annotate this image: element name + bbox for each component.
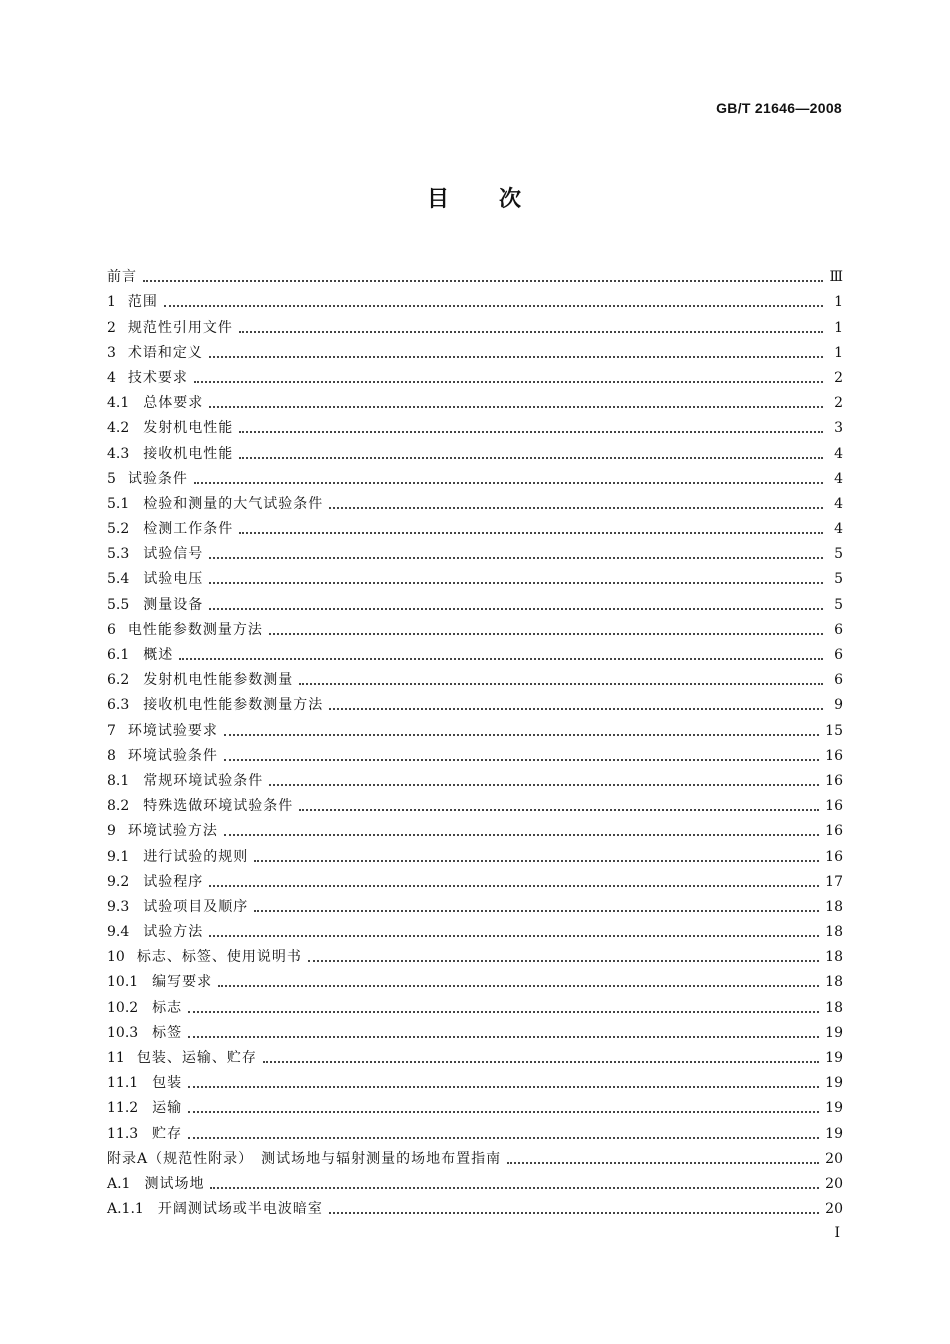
toc-entry-label: 试验电压 — [143, 571, 204, 588]
page-number: Ⅰ — [834, 1225, 840, 1241]
toc-entry-label: 常规环境试验条件 — [143, 772, 264, 789]
toc-entry-label: 发射机电性能参数测量 — [143, 672, 294, 689]
dot-leader — [218, 985, 819, 987]
toc-entry-number: 6 — [107, 621, 116, 638]
toc-entry-page: 19 — [825, 1075, 843, 1092]
toc-entry[interactable] — [107, 539, 843, 564]
toc-entry-number: 10.3 — [107, 1024, 139, 1041]
toc-entry-label: 运输 — [152, 1100, 183, 1117]
toc-entry[interactable] — [107, 589, 843, 614]
dot-leader — [224, 734, 819, 736]
toc-entry-page: 20 — [825, 1201, 843, 1218]
toc-entry-label: 试验程序 — [143, 873, 204, 890]
toc-entry-label: 试验条件 — [127, 470, 188, 487]
toc-entry[interactable] — [107, 615, 843, 640]
toc-entry-page: 9 — [834, 697, 843, 714]
dot-leader — [143, 280, 823, 282]
toc-entry[interactable] — [107, 967, 843, 992]
dot-leader — [188, 1137, 819, 1139]
toc-entry[interactable] — [107, 464, 843, 489]
toc-entry-number: 5.5 — [107, 596, 130, 613]
toc-entry-page: 5 — [834, 546, 843, 563]
toc-entry-number: 3 — [107, 344, 116, 361]
toc-entry-number: 5.4 — [107, 571, 130, 588]
toc-entry-number: 9.2 — [107, 873, 130, 890]
toc-entry-number: 5 — [107, 470, 116, 487]
toc-entry[interactable] — [107, 363, 843, 388]
dot-leader — [239, 532, 823, 534]
dot-leader — [209, 557, 823, 559]
toc-entry-number: 11.1 — [107, 1075, 139, 1092]
toc-entry-label: 术语和定义 — [127, 344, 203, 361]
toc-entry[interactable] — [107, 892, 843, 917]
dot-leader — [194, 381, 823, 383]
dot-leader — [269, 633, 823, 635]
toc-entry[interactable] — [107, 338, 843, 363]
dot-leader — [239, 457, 823, 459]
toc-entry-label: 测量设备 — [143, 596, 204, 613]
dot-leader — [239, 431, 823, 433]
toc-entry[interactable] — [107, 1043, 843, 1068]
toc-entry-page: 4 — [834, 445, 843, 462]
toc-entry[interactable] — [107, 1169, 843, 1194]
toc-entry[interactable] — [107, 1093, 843, 1118]
toc-entry-page: 2 — [834, 369, 843, 386]
dot-leader — [263, 1061, 819, 1063]
toc-entry-page: 1 — [834, 294, 843, 311]
toc-entry-label: 技术要求 — [127, 369, 188, 386]
toc-entry[interactable] — [107, 917, 843, 942]
dot-leader — [224, 834, 819, 836]
toc-entry-number: 11.2 — [107, 1100, 139, 1117]
dot-leader — [254, 910, 819, 912]
toc-entry-number: 10.2 — [107, 999, 139, 1016]
toc-entry-label: 前言 — [107, 269, 137, 286]
toc-entry-number: 8 — [107, 747, 116, 764]
toc-entry-number: 9.3 — [107, 898, 130, 915]
toc-entry-label: 接收机电性能参数测量方法 — [143, 697, 324, 714]
dot-leader — [507, 1162, 819, 1164]
dot-leader — [209, 356, 823, 358]
toc-entry[interactable] — [107, 262, 843, 287]
toc-entry[interactable] — [107, 489, 843, 514]
toc-entry-label: 特殊选做环境试验条件 — [143, 798, 294, 815]
dot-leader — [209, 608, 823, 610]
toc-entry-number: 1 — [107, 294, 116, 311]
dot-leader — [329, 1212, 819, 1214]
dot-leader — [209, 582, 823, 584]
toc-entry-number: 11 — [107, 1050, 125, 1066]
toc-entry-label: 范围 — [127, 294, 158, 311]
toc-entry-number: 9.1 — [107, 848, 130, 865]
toc-entry-label: 电性能参数测量方法 — [127, 621, 263, 638]
toc-entry[interactable] — [107, 287, 843, 312]
toc-entry[interactable] — [107, 690, 843, 715]
toc-entry-page: 16 — [825, 823, 843, 840]
toc-entry-number: 8.1 — [107, 772, 130, 789]
page-title: 目 次 — [426, 187, 523, 212]
toc-entry[interactable] — [107, 1018, 843, 1043]
toc-entry-page: 3 — [834, 420, 843, 437]
toc-entry-number: 4.2 — [107, 420, 130, 437]
toc-entry[interactable] — [107, 816, 843, 841]
toc-entry-page: 2 — [834, 395, 843, 412]
toc-entry-page: 19 — [825, 1100, 843, 1117]
dot-leader — [209, 935, 819, 937]
toc-entry-page: 18 — [825, 924, 843, 941]
toc-entry-label: 开阔测试场或半电波暗室 — [157, 1201, 323, 1218]
dot-leader — [179, 658, 823, 660]
toc-entry-label: 检验和测量的大气试验条件 — [143, 495, 324, 512]
toc-entry[interactable] — [107, 992, 843, 1017]
toc-entry-page: 4 — [834, 470, 843, 487]
dot-leader — [299, 683, 823, 685]
toc-entry[interactable] — [107, 1194, 843, 1219]
toc-entry-number: 4 — [107, 369, 116, 386]
toc-entry[interactable] — [107, 312, 843, 337]
toc-entry-label: 测试场地 — [144, 1175, 205, 1192]
toc-entry-page: 15 — [825, 722, 843, 739]
dot-leader — [194, 482, 823, 484]
dot-leader — [224, 759, 819, 761]
toc-entry-page: 19 — [825, 1125, 843, 1142]
toc-entry[interactable] — [107, 514, 843, 539]
toc-entry[interactable] — [107, 1144, 843, 1169]
toc-entry-label: 环境试验方法 — [127, 823, 218, 840]
toc-entry[interactable] — [107, 640, 843, 665]
toc-entry-label: 标志 — [152, 999, 183, 1016]
dot-leader — [164, 305, 823, 307]
dot-leader — [210, 1187, 819, 1189]
toc-entry[interactable] — [107, 741, 843, 766]
dot-leader — [299, 809, 819, 811]
toc-entry[interactable] — [107, 1068, 843, 1093]
toc-entry-label: 进行试验的规则 — [143, 848, 249, 865]
toc-entry-number: 6.1 — [107, 647, 130, 663]
toc-entry-number: 9.4 — [107, 924, 130, 941]
toc-entry-page: 1 — [834, 344, 843, 361]
table-of-contents — [107, 262, 843, 1219]
toc-entry-page: 19 — [825, 1024, 843, 1041]
toc-entry-label: 规范性引用文件 — [127, 319, 233, 336]
toc-entry-page: 18 — [825, 974, 843, 991]
toc-entry-page: 18 — [825, 898, 843, 915]
toc-entry-number: A.1 — [107, 1175, 131, 1192]
toc-entry-label: 检测工作条件 — [143, 521, 234, 538]
toc-entry-label: 接收机电性能 — [143, 445, 234, 462]
toc-entry[interactable] — [107, 438, 843, 463]
toc-entry-page: 6 — [834, 621, 843, 638]
toc-entry-page: 4 — [834, 495, 843, 512]
toc-entry[interactable] — [107, 867, 843, 892]
toc-entry[interactable] — [107, 841, 843, 866]
toc-entry-label: 试验项目及顺序 — [143, 898, 249, 915]
toc-entry-label: 环境试验要求 — [127, 722, 218, 739]
toc-entry-page: 16 — [825, 798, 843, 815]
toc-entry-number: 9 — [107, 823, 116, 840]
toc-entry-page: 17 — [825, 873, 843, 890]
dot-leader — [188, 1036, 819, 1038]
toc-entry-label: 包装 — [152, 1075, 183, 1092]
toc-entry-page: 5 — [834, 596, 843, 613]
toc-entry-number: 6.2 — [107, 672, 130, 689]
toc-entry-number: 5.1 — [107, 495, 130, 512]
dot-leader — [209, 885, 819, 887]
toc-entry[interactable] — [107, 766, 843, 791]
toc-entry-page: 19 — [825, 1050, 843, 1066]
toc-entry-page: 1 — [834, 319, 843, 336]
toc-entry-page: 20 — [825, 1150, 843, 1167]
toc-entry-page: 16 — [825, 772, 843, 789]
toc-entry-number: 2 — [107, 319, 116, 336]
toc-entry-page: 18 — [825, 949, 843, 966]
toc-entry-label: 试验信号 — [143, 546, 204, 563]
dot-leader — [188, 1011, 819, 1013]
toc-entry-label: 标志、标签、使用说明书 — [136, 949, 302, 966]
toc-entry-label: 标签 — [152, 1024, 183, 1041]
toc-entry-label: 附录A（规范性附录） 测试场地与辐射测量的场地布置指南 — [107, 1150, 502, 1167]
dot-leader — [329, 507, 823, 509]
toc-entry-number: 5.3 — [107, 546, 130, 563]
toc-entry-number: 10 — [107, 949, 125, 966]
dot-leader — [188, 1111, 819, 1113]
toc-entry[interactable] — [107, 564, 843, 589]
toc-entry[interactable] — [107, 665, 843, 690]
toc-entry-number: 4.3 — [107, 445, 130, 462]
toc-entry-page: Ⅲ — [829, 269, 843, 286]
toc-entry-page: 6 — [834, 647, 843, 663]
toc-entry-number: A.1.1 — [107, 1201, 144, 1218]
toc-entry-label: 包装、运输、贮存 — [136, 1050, 257, 1066]
toc-entry-number: 4.1 — [107, 395, 130, 412]
dot-leader — [209, 406, 823, 408]
toc-entry-label: 环境试验条件 — [127, 747, 218, 764]
dot-leader — [329, 708, 823, 710]
toc-entry-label: 贮存 — [152, 1125, 183, 1142]
toc-entry[interactable] — [107, 1118, 843, 1143]
toc-entry-label: 总体要求 — [143, 395, 204, 412]
toc-entry-number: 7 — [107, 722, 116, 739]
dot-leader — [254, 860, 819, 862]
toc-entry-label: 编写要求 — [152, 974, 213, 991]
toc-entry-page: 20 — [825, 1175, 843, 1192]
toc-entry-page: 18 — [825, 999, 843, 1016]
toc-entry-label: 发射机电性能 — [143, 420, 234, 437]
standard-code: GB/T 21646—2008 — [716, 100, 842, 116]
dot-leader — [269, 784, 819, 786]
toc-entry-label: 概述 — [143, 647, 174, 663]
toc-entry-page: 4 — [834, 521, 843, 538]
toc-entry-page: 16 — [825, 848, 843, 865]
toc-entry-number: 10.1 — [107, 974, 139, 991]
toc-entry[interactable] — [107, 388, 843, 413]
toc-entry-page: 6 — [834, 672, 843, 689]
dot-leader — [239, 331, 823, 333]
toc-entry-number: 11.3 — [107, 1125, 139, 1142]
dot-leader — [308, 960, 819, 962]
toc-entry-number: 8.2 — [107, 798, 130, 815]
toc-entry[interactable] — [107, 715, 843, 740]
dot-leader — [188, 1086, 819, 1088]
toc-entry-page: 16 — [825, 747, 843, 764]
toc-entry[interactable] — [107, 413, 843, 438]
toc-entry-label: 试验方法 — [143, 924, 204, 941]
toc-entry-number: 6.3 — [107, 697, 130, 714]
toc-entry[interactable] — [107, 942, 843, 967]
toc-entry-page: 5 — [834, 571, 843, 588]
toc-entry[interactable] — [107, 791, 843, 816]
toc-entry-number: 5.2 — [107, 521, 130, 538]
